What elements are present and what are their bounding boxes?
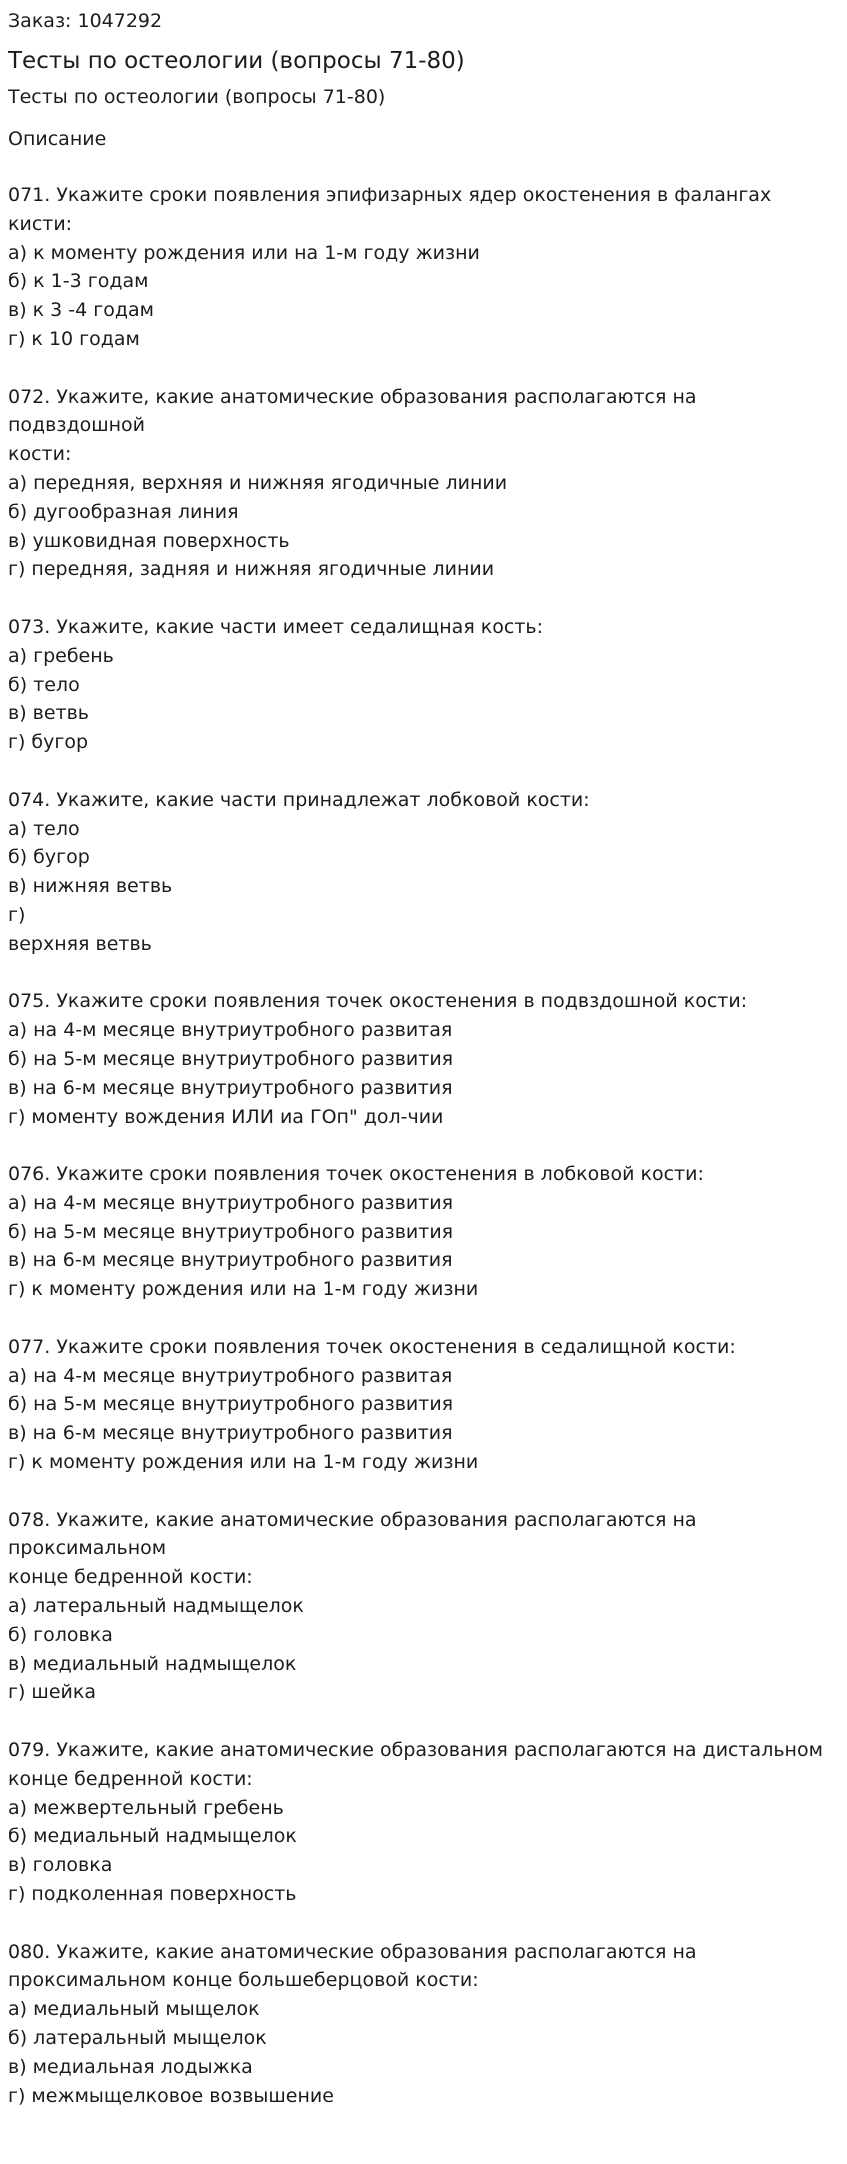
question-text-line: 074. Укажите, какие части принадлежат лобковой кости: bbox=[8, 788, 590, 811]
answer-option: б) на 5-м месяце внутриутробного развития bbox=[8, 1393, 454, 1416]
answer-option: г) к моменту рождения или на 1-м году жизни bbox=[8, 1451, 479, 1474]
answer-option: в) на 6-м месяце внутриутробного развития bbox=[8, 1076, 453, 1099]
question-text-line: 075. Укажите сроки появления точек окостенения в подвздошной кости: bbox=[8, 990, 748, 1013]
answer-option: а) к моменту рождения или на 1-м году жизни bbox=[8, 241, 480, 264]
answer-option: б) к 1-3 годам bbox=[8, 270, 149, 293]
question-text-line: 071. Укажите сроки появления эпифизарных ядер окостенения в фалангах bbox=[8, 184, 772, 206]
answer-option: а) на 4-м месяце внутриутробного развитая bbox=[8, 1364, 453, 1387]
answer-option: а) тело bbox=[8, 817, 80, 840]
answer-option: в) медиальная лодыжка bbox=[8, 2055, 253, 2078]
answer-option: б) на 5-м месяце внутриутробного развития bbox=[8, 1047, 454, 1070]
question-text-line: конце бедренной кости: bbox=[8, 1767, 253, 1790]
order-number: Заказ: 1047292 bbox=[8, 10, 163, 32]
answer-option: б) тело bbox=[8, 673, 80, 696]
question-text-line: конце бедренной кости: bbox=[8, 1566, 253, 1589]
question-text-line: 080. Укажите, какие анатомические образования располагаются на bbox=[8, 1940, 697, 1963]
answer-option: г) моменту вождения ИЛИ иа ГОп" дол-чии bbox=[8, 1105, 444, 1128]
question-item bbox=[8, 1160, 839, 1304]
answer-option: г) к 10 годам bbox=[8, 327, 140, 350]
answer-option: а) латеральный надмыщелок bbox=[8, 1595, 304, 1618]
answer-option: г) межмыщелковое возвышение bbox=[8, 2084, 334, 2107]
question-item bbox=[8, 1736, 839, 1909]
question-item bbox=[8, 1938, 839, 2111]
answer-option: б) бугор bbox=[8, 846, 90, 869]
answer-option: а) передняя, верхняя и нижняя ягодичные линии bbox=[8, 471, 508, 494]
question-item bbox=[8, 181, 839, 354]
question-item bbox=[8, 987, 839, 1131]
question-text-line: проксимальном конце большеберцовой кости: bbox=[8, 1969, 479, 1992]
question-text-line: 079. Укажите, какие анатомические образования располагаются на дистальном bbox=[8, 1739, 823, 1762]
answer-option: а) гребень bbox=[8, 644, 114, 667]
answer-option: г) бугор bbox=[8, 731, 89, 754]
answer-option: в) ветвь bbox=[8, 702, 90, 725]
answer-option: а) на 4-м месяце внутриутробного развития bbox=[8, 1191, 454, 1214]
answer-option: б) на 5-м месяце внутриутробного развития bbox=[8, 1220, 454, 1243]
answer-option: г) шейка bbox=[8, 1681, 96, 1704]
description-heading: Описание bbox=[8, 128, 107, 150]
answer-option: б) головка bbox=[8, 1623, 113, 1646]
question-text-line: кисти: bbox=[8, 212, 73, 235]
answer-option: а) медиальный мыщелок bbox=[8, 1998, 260, 2021]
answer-option: в) к 3 -4 годам bbox=[8, 299, 154, 322]
question-item bbox=[8, 1506, 839, 1708]
answer-option: б) медиальный надмыщелок bbox=[8, 1825, 297, 1848]
question-text-line: 076. Укажите сроки появления точек окостенения в лобковой кости: bbox=[8, 1163, 704, 1186]
answer-option: а) межвертельный гребень bbox=[8, 1796, 284, 1819]
answer-option: в) головка bbox=[8, 1854, 113, 1877]
answer-option: в) на 6-м месяце внутриутробного развития bbox=[8, 1422, 453, 1445]
question-list bbox=[8, 181, 839, 2110]
question-text-line: 078. Укажите, какие анатомические образования располагаются на bbox=[8, 1508, 697, 1531]
answer-option: верхняя ветвь bbox=[8, 932, 152, 955]
answer-option: в) медиальный надмыщелок bbox=[8, 1652, 297, 1675]
answer-option: в) нижняя ветвь bbox=[8, 875, 173, 898]
answer-option: а) на 4-м месяце внутриутробного развитая bbox=[8, 1019, 453, 1042]
question-text-line: 072. Укажите, какие анатомические образования располагаются на bbox=[8, 385, 697, 408]
page-subtitle: Тесты по остеологии (вопросы 71-80) bbox=[8, 86, 386, 108]
answer-option: г) передняя, задняя и нижняя ягодичные линии bbox=[8, 558, 495, 581]
answer-option: в) ушковидная поверхность bbox=[8, 529, 290, 552]
question-item bbox=[8, 786, 839, 959]
answer-option: б) латеральный мыщелок bbox=[8, 2027, 267, 2049]
answer-option: г) подколенная поверхность bbox=[8, 1883, 297, 1906]
question-item bbox=[8, 383, 839, 585]
answer-option: г) к моменту рождения или на 1-м году жизни bbox=[8, 1278, 479, 1301]
answer-option: г) bbox=[8, 903, 26, 926]
question-item bbox=[8, 1333, 839, 1477]
answer-option: б) дугообразная линия bbox=[8, 500, 239, 523]
question-text-line: кости: bbox=[8, 443, 72, 466]
page-title: Тесты по остеологии (вопросы 71-80) bbox=[8, 48, 465, 74]
question-text-line: подвздошной bbox=[8, 414, 146, 437]
question-text-line: 073. Укажите, какие части имеет седалищная кость: bbox=[8, 615, 544, 638]
question-text-line: 077. Укажите сроки появления точек окостенения в седалищной кости: bbox=[8, 1335, 736, 1358]
question-item bbox=[8, 613, 839, 757]
question-text-line: проксимальном bbox=[8, 1537, 167, 1560]
answer-option: в) на 6-м месяце внутриутробного развития bbox=[8, 1249, 453, 1272]
